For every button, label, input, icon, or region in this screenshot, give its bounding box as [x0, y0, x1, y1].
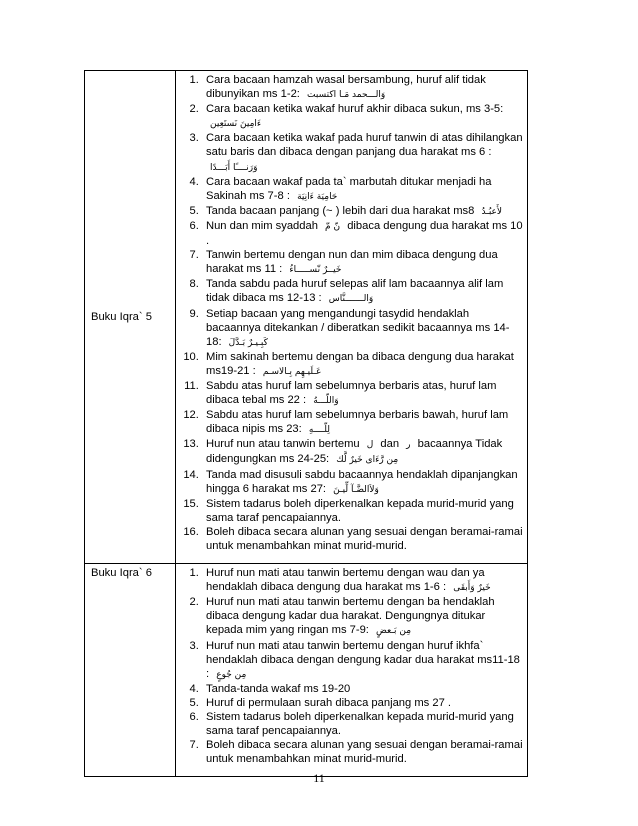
list-item — [202, 408, 524, 437]
item-text: Sistem tadarus boleh diperkenalkan kepada murid-murid yang sama taraf pencapaiannya. — [206, 497, 514, 524]
item-text: Sistem tadarus boleh diperkenalkan kepada murid-murid yang sama taraf pencapaiannya. — [206, 711, 514, 738]
item-text: Tanwin bertemu dengan nun dan mim dibaca dengung dua harakat ms 11 : — [206, 249, 498, 276]
arabic-example: نّ مّ — [325, 221, 341, 232]
arabic-example: وَاللّـــهُ — [313, 396, 339, 407]
list-item — [202, 204, 524, 219]
list-item — [202, 379, 524, 408]
item-text: Setiap bacaan yang mengandungi tasydid hendaklah bacaannya ditekankan / diberatkan sedikit bacaannya ms 14-18: — [206, 307, 510, 348]
item-text: Huruf di permulaan surah dibaca panjang ms 27 . — [206, 696, 452, 709]
item-text: Tanda-tanda wakaf ms 19-20 — [206, 682, 351, 695]
book-label: Buku Iqra` 5 — [85, 71, 176, 564]
list-item — [202, 468, 524, 497]
arabic-example: مِن رَّءَاى خَيرٌ لَّك — [336, 455, 399, 466]
item-text: Nun dan mim syaddah — [206, 219, 318, 232]
items-cell — [176, 71, 528, 564]
item-text: Huruf nun mati atau tanwin bertemu dengan wau dan ya hendaklah dibaca dengung dua harakat ms 1-6 : — [206, 567, 485, 594]
arabic-example: خَيرٌ وَأَبقَى — [453, 583, 491, 594]
list-item — [202, 350, 524, 379]
arabic-example: مِن بَـعضٍ — [376, 626, 412, 637]
list-item — [202, 277, 524, 306]
list-item — [202, 639, 524, 682]
list-item — [202, 219, 524, 248]
arabic-example: لِلّــــهِ — [308, 425, 330, 436]
list-item — [202, 131, 524, 174]
iqra-table — [84, 70, 528, 777]
item-text: Huruf nun mati atau tanwin bertemu dengan huruf ikhfa` hendaklah dibaca dengan dengung kadar dua harakat ms11-18 : — [206, 639, 520, 680]
page-number: 11 — [313, 771, 325, 785]
list-item — [202, 696, 524, 710]
list-item — [202, 595, 524, 638]
item-text: Cara bacaan ketika wakaf huruf akhir dibaca sukun, ms 3-5: — [206, 103, 504, 116]
item-text: Cara bacaan ketika wakaf pada huruf tanwin di atas dihilangkan satu baris dan dibaca dengan panjang dua harakat ms 6 : — [206, 132, 523, 159]
list-item — [202, 566, 524, 595]
rules-list — [176, 564, 527, 776]
arabic-example: مِن جُوعٍ — [216, 669, 247, 680]
item-text: Tanda sabdu pada huruf selepas alif lam bacaannya alif lam tidak dibaca ms 12-13 : — [206, 278, 504, 305]
item-text: Boleh dibaca secara alunan yang sesuai dengan beramai-ramai untuk menambahkan minat murid-murid. — [206, 525, 523, 552]
list-item — [202, 738, 524, 766]
list-item — [202, 102, 524, 131]
item-text: dibaca dengung dua harakat ms 10 . — [206, 219, 523, 248]
item-text: Tanda bacaan panjang (~ ) lebih dari dua harakat ms8 — [206, 204, 475, 217]
book-label: Buku Iqra` 6 — [85, 564, 176, 777]
item-text: Cara bacaan wakaf pada ta` marbutah ditukar menjadi ha Sakinah ms 7-8 : — [206, 175, 492, 202]
item-text: Mim sakinah bertemu dengan ba dibaca dengung dua harakat ms19-21 : — [206, 350, 514, 377]
item-text: Sabdu atas huruf lam sebelumnya berbaris atas, huruf lam dibaca tebal ms 22 : — [206, 379, 497, 407]
arabic-example: ل — [366, 440, 374, 451]
arabic-example: وَرَنــــًا أَبَـــدًا — [210, 162, 258, 173]
arabic-example: خَيــرٌ نّســـــاءُ — [289, 265, 342, 276]
list-item — [202, 73, 524, 102]
arabic-example: ر — [406, 440, 411, 451]
arabic-example: عَـلَيـهِم بِـالاسـم — [262, 366, 322, 377]
item-text: Tanda mad disusuli sabdu bacaannya hendaklah dipanjangkan hingga 6 harakat ms 27: — [206, 468, 518, 495]
list-item — [202, 307, 524, 350]
rules-list — [176, 71, 527, 563]
list-item — [202, 682, 524, 696]
item-text: Cara bacaan hamzah wasal bersambung, huruf alif tidak dibunyikan ms 1-2: — [206, 74, 486, 101]
table-row — [85, 564, 528, 777]
arabic-example: وَلاَالضَّـآ لِّيـنَ — [333, 484, 379, 495]
item-text: Boleh dibaca secara alunan yang sesuai dengan beramai-ramai untuk menambahkan minat murid-murid. — [206, 739, 523, 766]
items-cell — [176, 564, 528, 777]
item-text: Huruf nun mati atau tanwin bertemu dengan ba hendaklah dibaca dengung kadar dua harakat. Dengungnya ditukar kepada mim yang ringan ms 7-9: — [206, 596, 495, 637]
item-text: dan — [380, 438, 400, 451]
list-item — [202, 710, 524, 738]
list-item — [202, 437, 524, 467]
list-item — [202, 175, 524, 204]
list-item — [202, 497, 524, 525]
arabic-example: كَبِـيـرٌ بَـدَّلَ — [228, 337, 268, 348]
item-text: Huruf nun atau tanwin bertemu — [206, 438, 360, 451]
list-item — [202, 248, 524, 277]
arabic-example: وَالـــــــنَّاس — [328, 294, 374, 305]
arabic-example: حَامِيَة ءَانِيَة — [297, 191, 338, 202]
list-item — [202, 525, 524, 553]
arabic-example: لأَعبُـدُ — [481, 206, 503, 217]
item-text: Sabdu atas huruf lam sebelumnya berbaris bawah, huruf lam dibaca nipis ms 23: — [206, 409, 509, 436]
arabic-example: وَالـــحمد مَـا اكتسبت — [307, 90, 386, 101]
item-text: bacaannya Tidak didengungkan ms 24-25: — [206, 438, 503, 466]
table-row — [85, 71, 528, 564]
arabic-example: ءَامِينَ نَستَعِين — [210, 119, 262, 130]
